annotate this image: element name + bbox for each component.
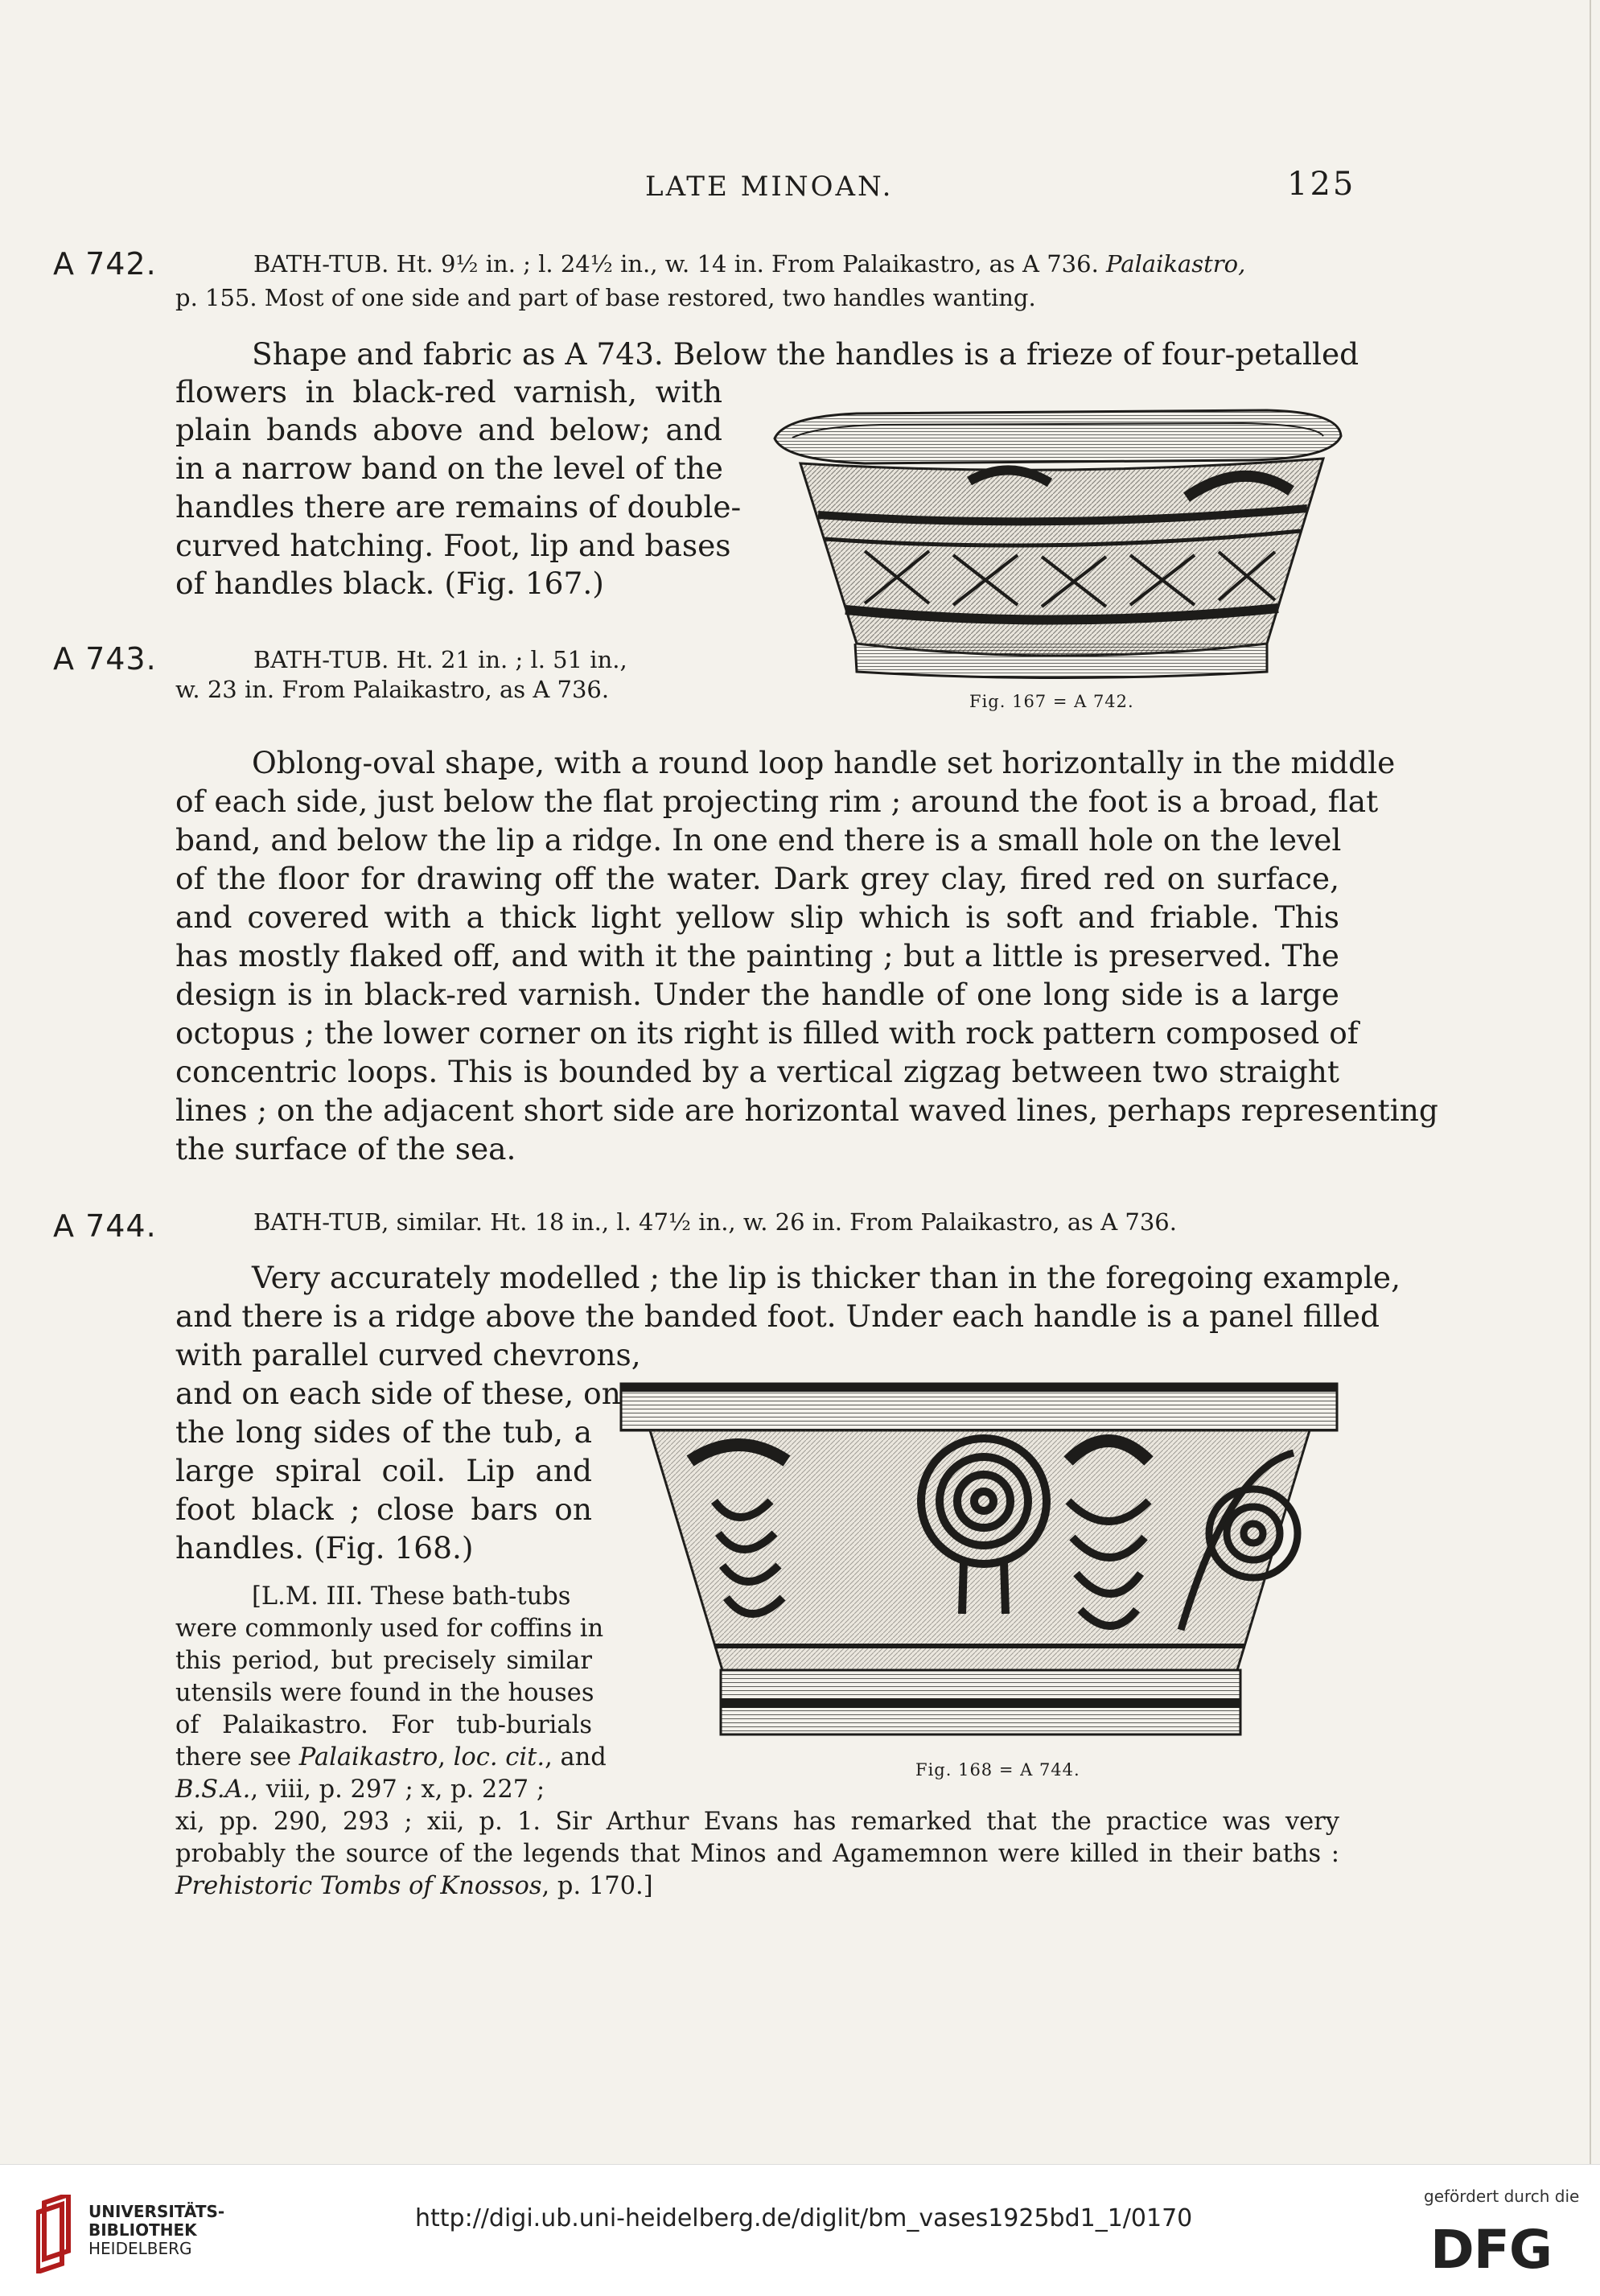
a743-body-line: lines ; on the adjacent short side are horizontal waved lines, perhaps representing <box>175 1092 1438 1128</box>
a742-body-line: Shape and fabric as A 743. Below the handles is a frieze of four-petalled <box>252 336 1359 372</box>
a743-body-line: band, and below the lip a ridge. In one end there is a small hole on the level <box>175 822 1342 858</box>
a743-body-line: concentric loops. This is bounded by a vertical zigzag between two straight <box>175 1054 1339 1089</box>
entry-number-a744: A 744. <box>53 1208 157 1244</box>
university-library-logo-icon <box>36 2195 76 2273</box>
a744-note-line: of Palaikastro. For tub-burials <box>175 1711 592 1739</box>
permalink-url[interactable]: http://digi.ub.uni-heidelberg.de/diglit/bm_vases1925bd1_1/0170 <box>415 2204 1193 2232</box>
a744-body-line: and there is a ridge above the banded foot. Under each handle is a panel filled <box>175 1298 1380 1334</box>
reference-palaikastro: Palaikastro <box>298 1743 438 1771</box>
a744-note-line: xi, pp. 290, 293 ; xii, p. 1. Sir Arthur Evans has remarked that the practice was very <box>175 1808 1339 1836</box>
fig-167-bath-tub-illustration <box>768 402 1347 680</box>
a743-body-line: design is in black-red varnish. Under the handle of one long side is a large <box>175 977 1339 1012</box>
a744-body-line: foot black ; close bars on <box>175 1492 592 1527</box>
a742-body-line: in a narrow band on the level of the <box>175 451 723 486</box>
a743-body-line: of the floor for drawing off the water. Dark grey clay, fired red on surface, <box>175 861 1339 896</box>
a742-body-line: of handles black. (Fig. 167.) <box>175 566 604 601</box>
reference-prehistoric-tombs: Prehistoric Tombs of Knossos <box>175 1872 542 1900</box>
a743-body-line: octopus ; the lower corner on its right is filled with rock pattern composed of <box>175 1015 1359 1051</box>
a744-heading-line1: BATH-TUB, similar. Ht. 18 in., l. 47½ in., w. 26 in. From Palaikastro, as A 736. <box>253 1208 1177 1236</box>
a744-note-line: B.S.A., viii, p. 297 ; x, p. 227 ; <box>175 1775 545 1804</box>
a744-note-line: there see Palaikastro, loc. cit., and <box>175 1743 607 1771</box>
a743-heading-line1: BATH-TUB. Ht. 21 in. ; l. 51 in., <box>253 646 627 673</box>
scan-edge <box>1590 0 1591 2164</box>
fig-168-bath-tub-illustration <box>618 1372 1342 1751</box>
a743-body-line: of each side, just below the flat projecting rim ; around the foot is a broad, flat <box>175 784 1379 819</box>
a744-body-line: with parallel curved chevrons, <box>175 1337 641 1372</box>
fig-168-caption: Fig. 168 = A 744. <box>915 1760 1080 1780</box>
a742-body-line: handles there are remains of double- <box>175 489 742 525</box>
a744-note-line: utensils were found in the houses <box>175 1679 594 1707</box>
page-number: 125 <box>1287 166 1356 203</box>
a744-note-line: probably the source of the legends that Minos and Agamemnon were killed in their baths : <box>175 1840 1339 1868</box>
entry-number-a742: A 742. <box>53 246 157 282</box>
entry-number-a743: A 743. <box>53 641 157 677</box>
a744-body-line: handles. (Fig. 168.) <box>175 1530 474 1566</box>
a744-note-line: this period, but precisely similar <box>175 1647 592 1675</box>
dfg-logo: DFG <box>1430 2219 1553 2281</box>
fig-167-caption: Fig. 167 = A 742. <box>969 692 1134 711</box>
a744-body-line: the long sides of the tub, a <box>175 1414 592 1450</box>
reference-loc-cit: loc. cit. <box>453 1743 545 1771</box>
a742-reference: Palaikastro, <box>1106 250 1246 278</box>
a743-body-line: Oblong-oval shape, with a round loop handle set horizontally in the middle <box>252 745 1396 780</box>
a743-body-line: has mostly flaked off, and with it the painting ; but a little is preserved. The <box>175 938 1339 973</box>
a744-body-line: and on each side of these, on <box>175 1376 621 1411</box>
a742-body-line: flowers in black-red varnish, with <box>175 374 722 409</box>
a744-note-line: were commonly used for coffins in <box>175 1615 604 1643</box>
a744-note-line: [L.M. III. These bath-tubs <box>252 1582 571 1611</box>
a743-body-line: the surface of the sea. <box>175 1131 516 1167</box>
a744-note-line: Prehistoric Tombs of Knossos, p. 170.] <box>175 1872 653 1900</box>
funding-label: gefördert durch die <box>1424 2187 1580 2206</box>
a742-heading-line2: p. 155. Most of one side and part of base restored, two handles wanting. <box>175 284 1036 311</box>
a744-body-line: Very accurately modelled ; the lip is thicker than in the foregoing example, <box>252 1260 1401 1295</box>
reference-bsa: B.S.A. <box>175 1775 251 1804</box>
a743-heading-line2: w. 23 in. From Palaikastro, as A 736. <box>175 676 610 703</box>
a742-body-line: curved hatching. Foot, lip and bases <box>175 528 731 563</box>
a742-body-line: plain bands above and below; and <box>175 412 722 447</box>
a742-heading-line1: BATH-TUB. Ht. 9½ in. ; l. 24½ in., w. 14 in. From Palaikastro, as A 736. Palaikastro, <box>253 250 1246 278</box>
library-name: UNIVERSITÄTS- BIBLIOTHEK HEIDELBERG <box>88 2202 225 2258</box>
a743-body-line: and covered with a thick light yellow slip which is soft and friable. This <box>175 899 1339 935</box>
running-title: LATE MINOAN. <box>645 171 894 203</box>
a744-body-line: large spiral coil. Lip and <box>175 1453 592 1488</box>
